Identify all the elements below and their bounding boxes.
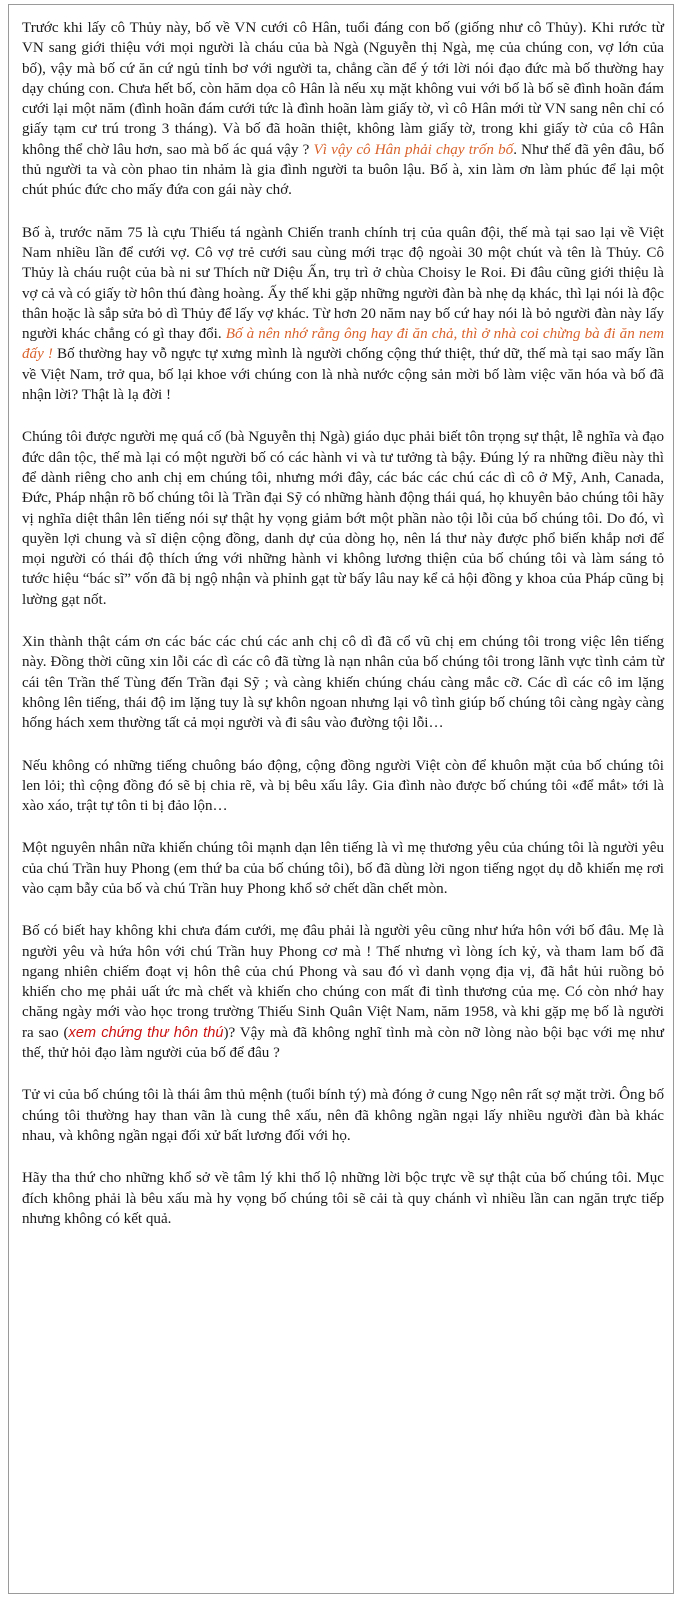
- paragraph-2: [22, 223, 664, 406]
- paragraph-9-text: Hãy tha thứ cho những khổ sở về tâm lý khi thố lộ những lời bộc trực về sự thật của bố chúng tôi. Mục đích không phải là bêu xấu mà hy vọng bố chúng tôi sẽ cải tà quy chánh vì nhiều lần can ngăn trực tiếp nhưng không có kết quả.: [22, 1170, 664, 1227]
- paragraph-3-text: Chúng tôi được người mẹ quá cố (bà Nguyễn thị Ngà) giáo dục phải biết tôn trọng sự thật, lễ nghĩa và đạo đức dân tộc, thế mà lại có một người bố có các hành vi và tư tưởng tà bậy. Đúng lý ra những điều này thì để dành riêng cho anh chị em chúng tôi, nhưng mới đây, các bác các chú các dì cô ở Mỹ, Anh, Canada, Đức, Pháp nhận rõ bố chúng tôi là Trần đại Sỹ có những hành động thái quá, họ khuyên bảo chúng tôi hãy vị nghĩa diệt thân lên tiếng nói sự thật hy vọng giảm bớt một phần nào tội lỗi của bố chúng tôi. Do đó, vì quyền lợi chung và sĩ diện cộng đồng, danh dự của dòng họ, nên lá thư này được phổ biến khắp nơi để mọi người có thái độ thích ứng với những hành vi không lương thiện của bố chúng tôi và làm sáng tỏ tước hiệu “bác sĩ” vốn đã bị ngộ nhận và phỉnh gạt từ bấy lâu nay kể cả hội đồng y khoa của Pháp cũng bị lường gạt nốt.: [22, 429, 664, 608]
- highlight-phrase: Vì vậy cô Hân phải chạy trốn bố: [313, 141, 514, 158]
- paragraph-9: [22, 1168, 664, 1229]
- paragraph-8-text: Tử vi của bố chúng tôi là thái âm thủ mệnh (tuổi bính tý) mà đóng ở cung Ngọ nên rất sợ mặt trời. Ông bố chúng tôi thường hay than vãn là cung thê xấu, nên đã không ngần ngại lấy nhiều người đàn bà khác nhau, và không ngần ngại đối xử bất lương đối với họ.: [22, 1087, 664, 1144]
- paragraph-7: [22, 921, 664, 1063]
- paragraph-5: [22, 756, 664, 817]
- paragraph-8: [22, 1085, 664, 1146]
- letter-page: [8, 4, 674, 1594]
- paragraph-6: [22, 838, 664, 899]
- paragraph-2-text-cont: Bố thường hay vỗ ngực tự xưng mình là người chống cộng thứ thiệt, thứ dữ, thế mà tại sao mấy lần về Việt Nam, trở qua, bố lại khoe với chúng con là nhà nước cộng sản mời bố làm việc văn hóa và bố đã nhận lời? Thật là lạ đời !: [22, 346, 664, 404]
- highlight-phrase: Bố à nên nhớ rằng ông hay đi ăn chả, thì ở nhà coi chừng bà đi ăn nem đấy !: [22, 326, 664, 363]
- marriage-certificate-link[interactable]: xem chứng thư hôn thú: [68, 1024, 224, 1041]
- paragraph-2-text: Bố à, trước năm 75 là cựu Thiếu tá ngành Chiến tranh chính trị của quân đội, thế mà tại sao lại về Việt Nam nhiều lần để cưới vợ. Cô vợ trẻ cưới sau cùng mới trạc độ ngoài 30 một chút và tên là Thủy. Cô Thủy là cháu ruột của bà ni sư Thích nữ Diệu Ấn, trụ trì ở chùa Choisy le Roi. Đi đâu cũng giới thiệu là vợ cả và có giấy tờ hôn thú đàng hoàng. Ấy thế khi gặp những người đàn bà nhẹ dạ khác, thì lại nói là độc thân hoặc là sắp sửa bỏ dì Thủy để lấy vợ khác. Từ hơn 20 năm nay bố cứ hay nói là bỏ người đàn này lấy người khác chẳng có gì thay đổi.: [22, 224, 664, 343]
- paragraph-7-text: Bố có biết hay không khi chưa đám cưới, mẹ đâu phải là người yêu cũng như hứa hôn với bố đâu. Mẹ là người yêu và hứa hôn với chú Trần huy Phong cơ mà ! Thế nhưng vì lòng ích kỷ, và tham lam bố đã ngang nhiên chiếm đoạt vị hôn thê của chú Phong và sau đó vì danh vọng địa vị, đã hắt hủi ruồng bỏ khiến cho mẹ phải uất ức mà chết và khiến cho chúng con mất đi tình thương của mẹ. Có còn nhớ hay chăng ngày mới vào học trong trường Thiếu Sinh Quân Việt Nam, năm 1958, và khi gặp mẹ bố là người ra sao (: [22, 923, 664, 1041]
- paragraph-7-text-cont: )? Vậy mà đã không nghĩ tình mà còn nỡ lòng nào bội bạc với mẹ như thế, thử hỏi đạo làm người của bố để đâu ?: [22, 1024, 664, 1062]
- paragraph-5-text: Nếu không có những tiếng chuông báo động, cộng đồng người Việt còn để khuôn mặt của bố chúng tôi len lỏi; thì cộng đồng đó sẽ bị chia rẽ, và bị bêu xấu lây. Gia đình nào được bố chúng tôi «để mắt» tới là xào xáo, trật tự tôn ti bị đảo lộn…: [22, 757, 664, 815]
- paragraph-4: [22, 632, 664, 733]
- paragraph-1-text-cont: . Như thế đã yên đâu, bố thủ người ta và còn phao tin nhảm là gia đình người ta buôn lậu. Bố à, xin làm ơn làm phúc để lại một chút phúc đức cho mấy đứa con gái này chớ.: [22, 141, 664, 199]
- paragraph-3: [22, 427, 664, 610]
- paragraph-1-text: Trước khi lấy cô Thủy này, bố về VN cưới cô Hân, tuổi đáng con bố (giống như cô Thủy). Khi rước từ VN sang giới thiệu với mọi người là cháu của bà Ngà (Nguyễn thị Ngà, mẹ của chúng con, vợ lớn của bố), vậy mà bố cứ ăn cứ ngủ tỉnh bơ với người ta, chẳng cần để ý tới lời nói đạo đức mà bố thường hay dạy chúng con. Chưa hết bố, còn hăm dọa cô Hân là nếu xụ mặt không vui với bố là bố sẽ đình hoãn đám cưới lại một năm (đình hoãn đám cưới tức là đình hoãn làm giấy tờ, vì cô Hân mới từ VN sang nên chỉ có giấy tạm cư trú trong 3 tháng). Và bố đã hoãn thiệt, không làm giấy tờ, trong khi giấy tờ của cô Hân không thể chờ lâu hơn, sao mà bố ác quá vậy ?: [22, 20, 664, 158]
- paragraph-1: [22, 18, 664, 201]
- paragraph-6-text: Một nguyên nhân nữa khiến chúng tôi mạnh dạn lên tiếng là vì mẹ thương yêu của chúng tôi là người yêu của chú Trần huy Phong (em thứ ba của bố chúng tôi), bố đã dùng lời ngon tiếng ngọt dụ dỗ khiến mẹ rơi vào cạm bẫy của bố và chú Trần huy Phong khổ sở chết dần chết mòn.: [22, 840, 664, 897]
- paragraph-4-text: Xin thành thật cám ơn các bác các chú các anh chị cô dì đã cổ vũ chị em chúng tôi trong việc lên tiếng này. Đồng thời cũng xin lỗi các dì các cô đã từng là nạn nhân của bố chúng tôi trong lãnh vực tình cảm từ cái tên Trần thế Tùng đến Trần đại Sỹ ; và càng khiến chúng cháu càng mắc cỡ. Các dì các cô im lặng không lên tiếng, thái độ im lặng tuy là sự khôn ngoan nhưng lại vô tình giúp bố chúng tôi càng ngày càng hống hách xem thường tất cả mọi người và đi sâu vào đường tội lỗi…: [22, 634, 664, 732]
